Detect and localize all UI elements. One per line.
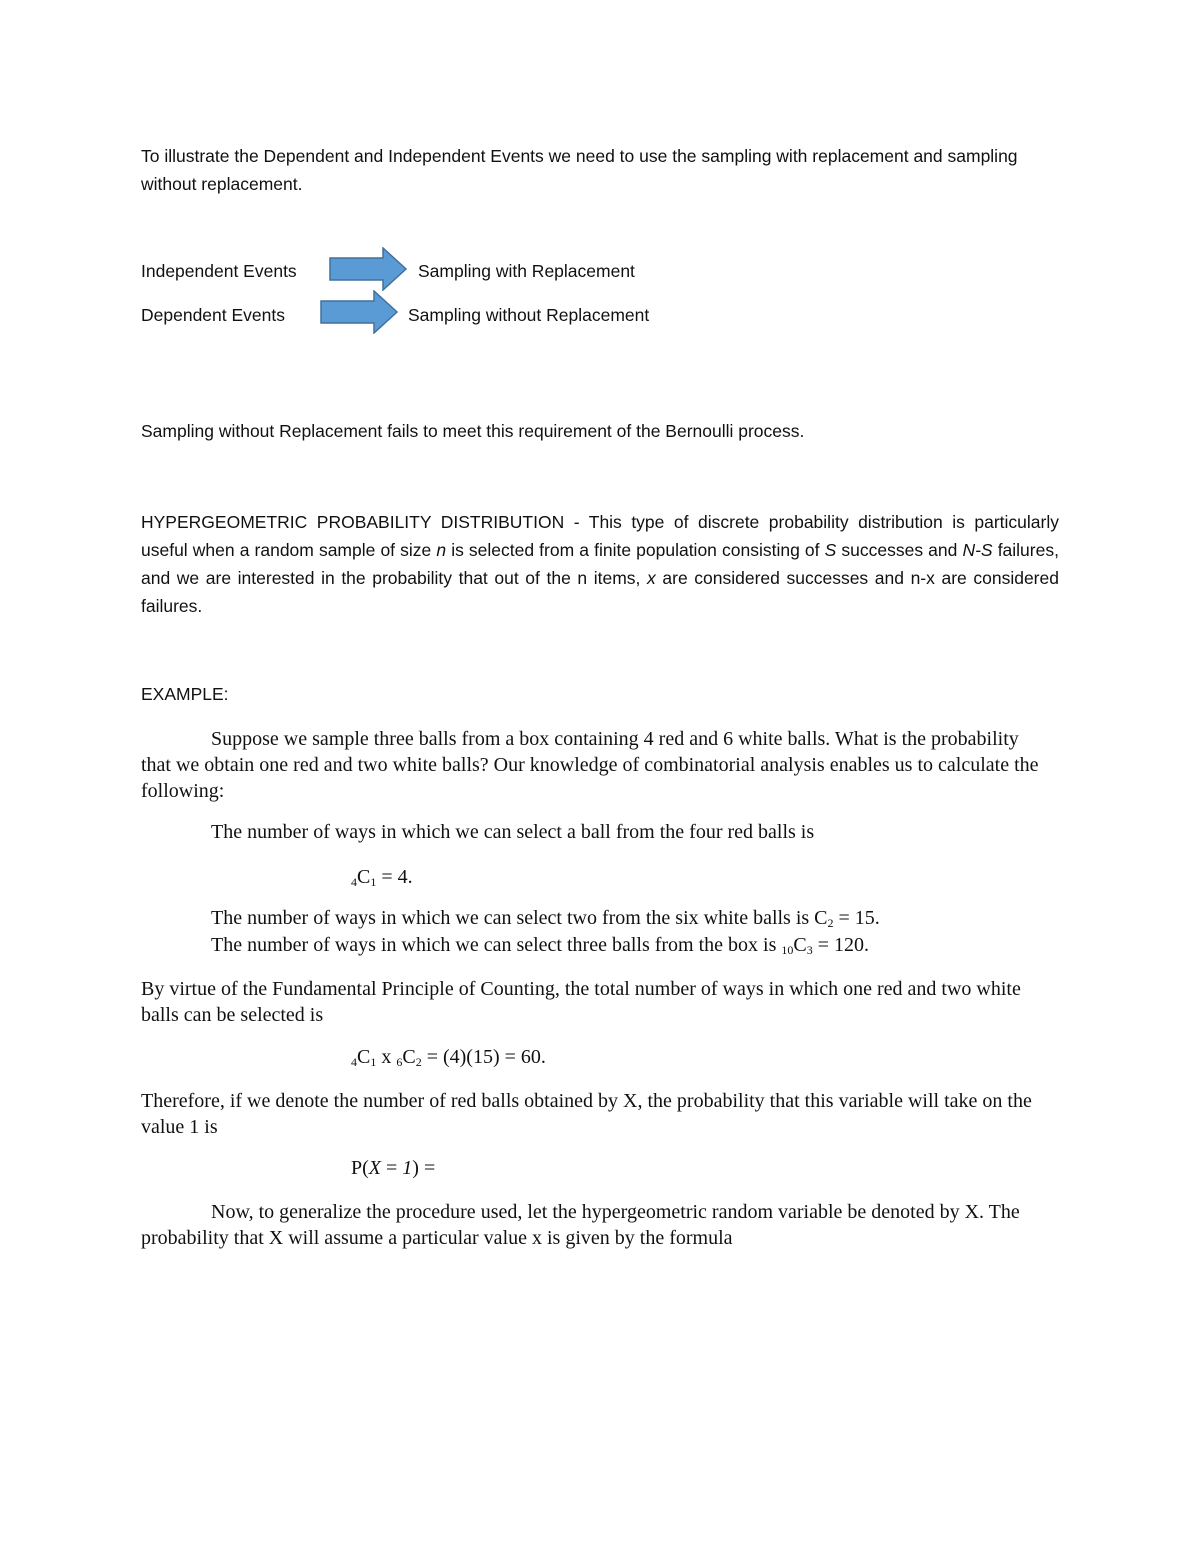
formula-presub: 4 (351, 875, 357, 889)
formula-c: C (357, 1046, 371, 1068)
mapping-left-2: Dependent Events (141, 305, 285, 325)
formula-sub: 1 (370, 1055, 377, 1069)
formula-presub: 6 (396, 1055, 403, 1069)
text-span: The number of ways in which we can select three balls from the box is (211, 934, 782, 956)
formula-4c1 (351, 866, 413, 889)
formula-close: ) = (412, 1157, 436, 1179)
hypergeometric-paragraph (141, 508, 1059, 620)
formula-var-x: X (368, 1157, 382, 1179)
text-span: is selected from a finite population consisting of (451, 540, 820, 560)
mapping-right-2: Sampling without Replacement (408, 305, 650, 325)
example-heading: EXAMPLE: (141, 684, 229, 704)
generalize-paragraph (141, 1199, 1051, 1251)
formula-rest: = 120. (812, 934, 870, 956)
white-ways-text (211, 907, 880, 930)
var-n-minus-s: N-S (962, 540, 993, 560)
text-span: failures, and we are interested in the probability that out of the n items, (141, 540, 1059, 588)
formula-rest: = 4. (376, 866, 413, 888)
formula-eq: = (381, 1157, 403, 1179)
hypergeometric-text (141, 508, 1059, 620)
generalize-text: Now, to generalize the procedure used, let the hypergeometric random variable be denoted by X. The probability that X will assume a particular value x is given by the formula (141, 1201, 1020, 1249)
bernoulli-note: Sampling without Replacement fails to meet this requirement of the Bernoulli process. (141, 421, 805, 441)
arrow-right-icon (329, 247, 407, 291)
dash: - (573, 512, 580, 532)
formula-presub: 4 (351, 1055, 357, 1069)
formula-c: C (402, 1046, 416, 1068)
mapping-left-1: Independent Events (141, 261, 297, 281)
text-span: The number of ways in which we can select two from the six white balls is C (211, 907, 828, 929)
intro-paragraph (141, 142, 1059, 198)
formula-one: 1 (402, 1157, 413, 1179)
arrow-right-icon (320, 290, 398, 334)
formula-total-ways (351, 1046, 546, 1069)
example-text: Suppose we sample three balls from a box containing 4 red and 6 white balls. What is the probability that we obtain one red and two white balls? Our knowledge of combinatorial analysis enables us to calculate the following: (141, 728, 1039, 802)
text-span: This type of discrete probability distribution is particularly useful when a random sample of size (141, 512, 1059, 560)
red-ways-text: The number of ways in which we can select a ball from the four red balls is (211, 821, 815, 843)
var-n: n (436, 540, 447, 560)
text-span: are considered successes and n-x are considered failures. (141, 568, 1059, 616)
formula-c: C (357, 866, 371, 888)
hypergeometric-term: HYPERGEOMETRIC PROBABILITY DISTRIBUTION (141, 512, 565, 532)
therefore-text: Therefore, if we denote the number of red balls obtained by X, the probability that this variable will take on the value 1 is (141, 1090, 1032, 1138)
var-s: S (824, 540, 837, 560)
intro-text: To illustrate the Dependent and Independent Events we need to use the sampling with replacement and sampling without replacement. (141, 146, 1018, 194)
var-x: x (647, 568, 656, 588)
formula-sub: 2 (415, 1055, 422, 1069)
formula-sub: 3 (806, 943, 813, 957)
arrow-shape (330, 248, 406, 290)
formula-rest: = 15. (833, 907, 880, 929)
formula-presub: 10 (781, 943, 794, 957)
virtue-text: By virtue of the Fundamental Principle of Counting, the total number of ways in which one red and two white balls can be selected is (141, 978, 1021, 1026)
arrow-shape (321, 291, 397, 333)
formula-p: P( (351, 1157, 369, 1179)
formula-sub: 1 (370, 875, 377, 889)
formula-rest: = (4)(15) = 60. (421, 1046, 546, 1068)
box-ways-text (211, 934, 869, 957)
example-paragraph (141, 726, 1051, 804)
formula-c: C (793, 934, 807, 956)
mapping-right-1: Sampling with Replacement (418, 261, 635, 281)
formula-times: x (376, 1046, 397, 1068)
formula-sub: 2 (827, 916, 834, 930)
formula-probability (351, 1157, 435, 1180)
virtue-paragraph (141, 976, 1051, 1028)
therefore-paragraph (141, 1088, 1051, 1140)
text-span: successes and (841, 540, 958, 560)
